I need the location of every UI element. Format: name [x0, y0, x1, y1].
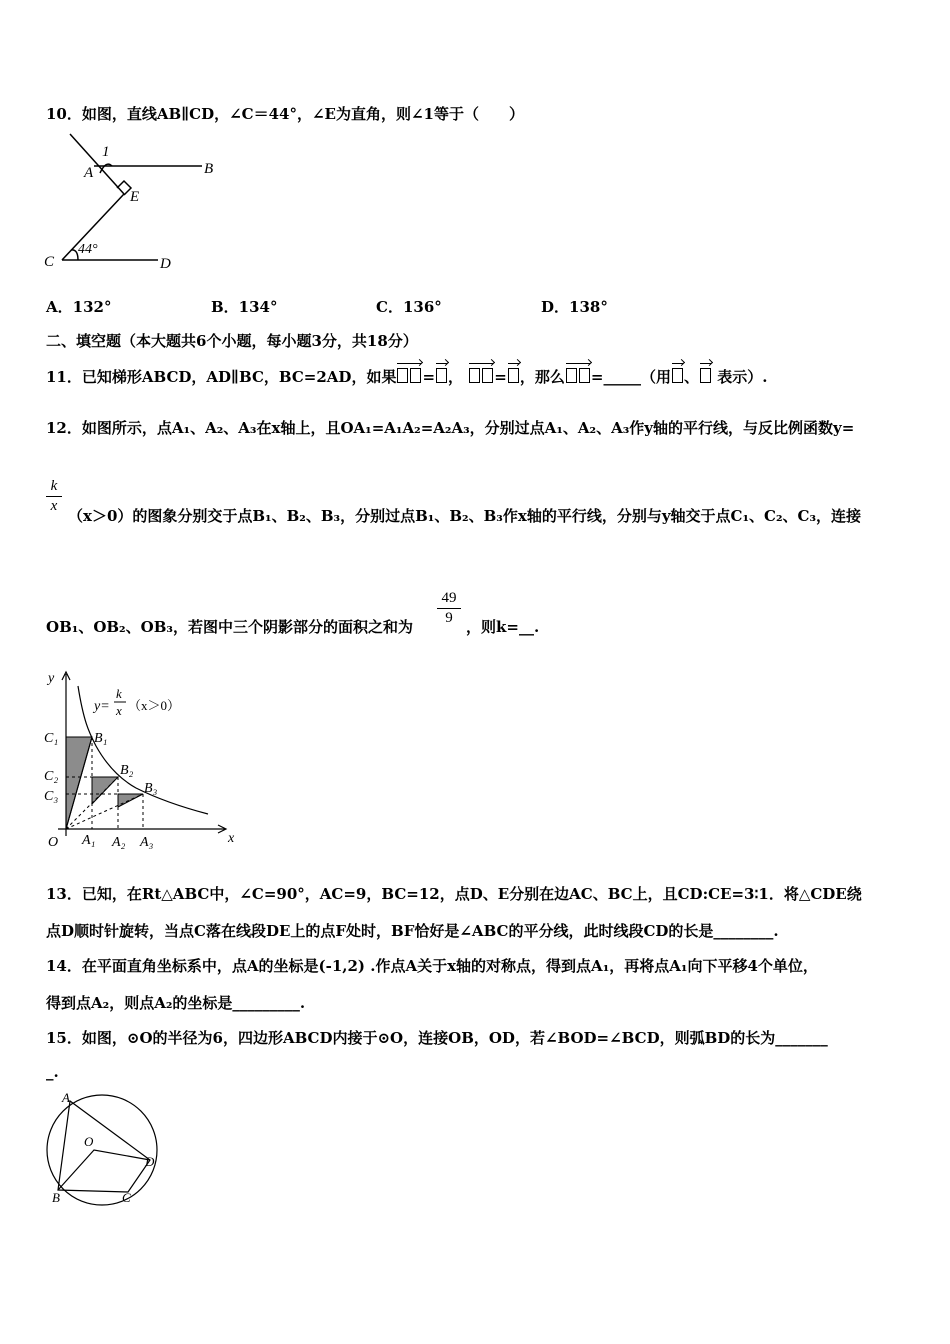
- q12-label-b3: B₃: [144, 781, 158, 796]
- q15-figure: [38, 1090, 168, 1210]
- q11-vector-dc: [565, 368, 591, 386]
- q13-line2: 点D顺时针旋转，当点C落在线段DE上的点F处时，BF恰好是∠ABC的平分线，此时线段CD的长是________.: [46, 922, 779, 940]
- q11-part3: =_____（用: [590, 368, 671, 386]
- q12-label-c2: C₂: [44, 769, 59, 784]
- q12-label-a1: A₁: [82, 833, 96, 848]
- q15-label-c: C: [122, 1190, 131, 1205]
- q11-vector-a2: [671, 368, 684, 386]
- q11-eq1: =: [422, 368, 436, 386]
- q15-label-d: D: [145, 1154, 155, 1169]
- q14-line1: 14．在平面直角坐标系中，点A的坐标是(-1,2) .作点A关于x轴的对称点，得到点A₁，再将点A₁向下平移4个单位，: [46, 957, 818, 975]
- q10-line-ae: [70, 134, 124, 194]
- q10-label-e: E: [130, 189, 140, 205]
- q11-sep: 、: [683, 368, 699, 386]
- q12-func-k: k: [116, 686, 122, 701]
- q10-text: 10．如图，直线AB∥CD，∠C＝44°，∠E为直角，则∠1等于（ ）: [46, 105, 524, 123]
- q12-area-den: 9: [445, 610, 453, 626]
- q10-options: [46, 296, 646, 316]
- q12-figure: [40, 664, 245, 854]
- q12-label-a2: A₂: [112, 835, 126, 850]
- q15-radii: [58, 1150, 150, 1190]
- q11-comma: ，: [448, 368, 464, 386]
- q12-label-c1: C₁: [44, 731, 59, 746]
- q11-part4: 表示）.: [717, 368, 768, 386]
- q12-label-b1: B₁: [94, 731, 108, 746]
- q12-shaded-regions: [66, 737, 143, 829]
- q10-figure: [40, 128, 230, 276]
- q15-line2: _.: [46, 1063, 59, 1081]
- q10-option-d[interactable]: D．138°: [541, 298, 608, 316]
- q12-func-x: x: [116, 703, 122, 718]
- q10-angle44-arc: [71, 250, 78, 260]
- q12-line1: 12．如图所示，点A₁、A₂、A₃在x轴上，且OA₁=A₁A₂=A₂A₃，分别过点A₁、A₂、A₃作y轴的平行线，与反比例函数y=: [46, 419, 855, 437]
- q12-func-cond: （x＞0）: [128, 698, 181, 713]
- q10-label-angle: 44°: [78, 242, 98, 257]
- q10-label-b: B: [204, 161, 214, 177]
- q12-area-num: 49: [441, 590, 457, 606]
- q11-vector-ad: [396, 368, 422, 386]
- q12-label-c3: C₃: [44, 789, 59, 804]
- q11-vector-a: [435, 368, 448, 386]
- q11-vector-b2: [699, 368, 712, 386]
- q15-label-b: B: [52, 1190, 60, 1205]
- section2-title: 二、填空题（本大题共6个小题，每小题3分，共18分）: [46, 332, 418, 350]
- q12-label-y: y: [48, 671, 55, 686]
- q14-line2: 得到点A₂，则点A₂的坐标是_________.: [46, 994, 306, 1012]
- q11-vector-b: [507, 368, 520, 386]
- q12-frac-den: x: [50, 498, 58, 514]
- q10-label-d: D: [160, 256, 171, 272]
- q12-line3a: OB₁、OB₂、OB₃，若图中三个阴影部分的面积之和为: [46, 618, 413, 636]
- q12-line3b: ，则k=__.: [466, 618, 540, 636]
- q11-line: [46, 366, 767, 387]
- q11-eq2: =: [494, 368, 507, 386]
- q11-part2: ，那么: [519, 368, 565, 386]
- q12-label-x: x: [228, 831, 235, 846]
- q10-label-c: C: [44, 254, 55, 270]
- q10-label-a: A: [84, 165, 94, 181]
- q11-part1: 11．已知梯形ABCD，AD∥BC，BC=2AD，如果: [46, 368, 397, 386]
- q10-label-1: 1: [102, 144, 110, 160]
- q15-quadrilateral: [58, 1101, 150, 1192]
- q15-label-o: O: [84, 1134, 94, 1149]
- q12-fraction-area: [437, 590, 461, 627]
- q12-label-o: O: [48, 835, 59, 850]
- q15-label-a: A: [62, 1090, 70, 1105]
- q10-option-c[interactable]: C．136°: [376, 298, 442, 316]
- q11-vector-ab: [468, 368, 494, 386]
- q10-option-a[interactable]: A．132°: [46, 298, 112, 316]
- q10-option-b[interactable]: B．134°: [211, 298, 278, 316]
- q12-label-b2: B₂: [120, 763, 134, 778]
- q12-label-a3: A₃: [140, 835, 154, 850]
- q12-func-pre: y=: [94, 699, 110, 714]
- q15-line1: 15．如图，⊙O的半径为6，四边形ABCD内接于⊙O，连接OB，OD，若∠BOD=∠BCD，则弧BD的长为_______: [46, 1029, 828, 1047]
- q12-line2: （x＞0）的图象分别交于点B₁、B₂、B₃，分别过点B₁、B₂、B₃作x轴的平行线，分别与y轴交于点C₁、C₂、C₃，连接: [68, 507, 862, 525]
- q13-line1: 13．已知，在Rt△ABC中，∠C=90°，AC=9，BC=12，点D、E分别在边AC、BC上，且CD:CE=3∶1．将△CDE绕: [46, 885, 862, 903]
- q12-fraction-k-over-x: [46, 478, 62, 515]
- q12-frac-num: k: [50, 478, 58, 494]
